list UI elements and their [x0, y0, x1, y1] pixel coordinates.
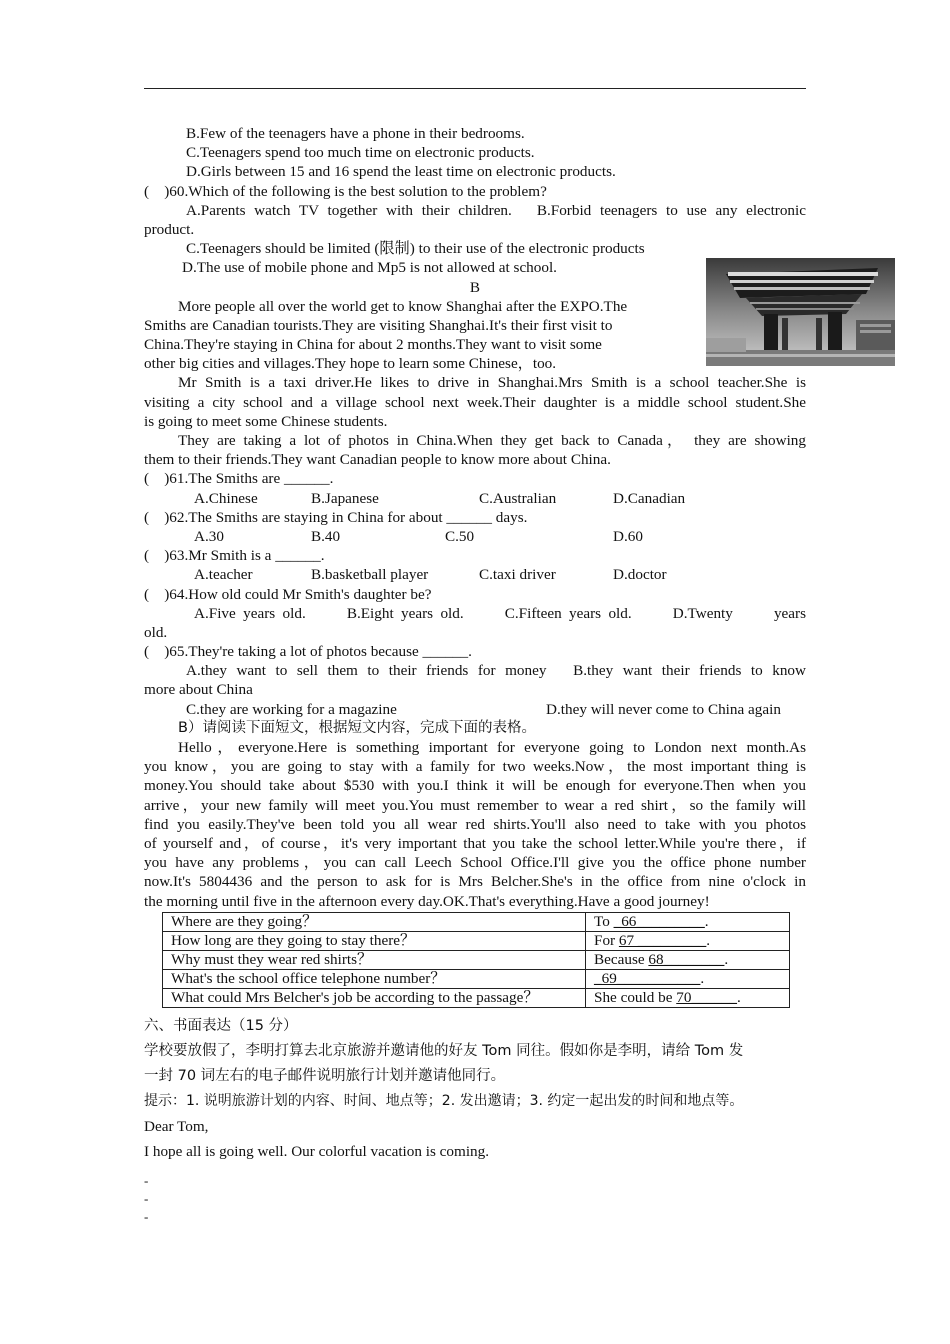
- passage-line: other big cities and villages.They hope to learn some Chinese，too.: [144, 355, 557, 373]
- q59-option-d: D.Girls between 15 and 16 spend the least time on electronic products.: [186, 163, 616, 181]
- q65-option-d: D.they will never come to China again: [546, 700, 781, 718]
- letter-greeting: Dear Tom,: [144, 1118, 209, 1135]
- q61-option-a[interactable]: A.Chinese: [194, 489, 258, 507]
- q61-option-d[interactable]: D.Canadian: [613, 489, 686, 507]
- q63-options: [144, 565, 806, 584]
- passage-b-paragraph-3: [144, 431, 806, 469]
- q63-stem: ( )63.Mr Smith is a ______.: [144, 547, 325, 565]
- q60-option-c: C.Teenagers should be limited (限制) to their use of the electronic products: [186, 240, 645, 258]
- passage-line: now.It's 5804436 and the person to ask for is Mrs Belcher.She's in the office from nine o'clock in: [144, 873, 806, 891]
- answer-blank-68[interactable]: 68________: [648, 950, 725, 968]
- q63-option-c[interactable]: C.taxi driver: [479, 566, 556, 584]
- writing-title: 六、书面表达（15 分）: [144, 1018, 298, 1034]
- q62-option-d[interactable]: D.60: [613, 527, 643, 545]
- passage-line: Hello，everyone.Here is something important for everyone going to London next month.As: [178, 739, 806, 756]
- table-question: Why must they wear red shirts？: [163, 950, 586, 969]
- answer-suffix: .: [737, 988, 741, 1006]
- q60-stem: ( )60.Which of the following is the best solution to the problem?: [144, 182, 547, 200]
- passage-b-heading: B: [469, 278, 481, 296]
- passage-line: They are taking a lot of photos in China.When they get back to Canada， they are showing: [178, 432, 806, 449]
- writing-prompt-line-1: 学校要放假了，李明打算去北京旅游并邀请他的好友 Tom 同往。假如你是李明，请给 Tom 发: [144, 1043, 744, 1059]
- answer-suffix: .: [724, 950, 729, 968]
- passage-line: the morning until five in the afternoon every day.OK.That's everything.Have a good journey!: [144, 892, 710, 910]
- q65-options-ab-cont: more about China: [144, 681, 253, 699]
- passage-line: More people all over the world get to know Shanghai after the EXPO.The: [178, 297, 628, 315]
- answer-prefix: For: [594, 931, 616, 949]
- reading-section: [144, 124, 806, 1008]
- q62-option-b[interactable]: B.40: [311, 527, 341, 545]
- q64-stem: ( )64.How old could Mr Smith's daughter be?: [144, 585, 432, 603]
- q61-stem: ( )61.The Smiths are ______.: [144, 470, 334, 488]
- table-row: [163, 931, 790, 950]
- writing-hint: 提示：1. 说明旅游计划的内容、时间、地点等；2. 发出邀请；3. 约定一起出发的时间和地点等。: [144, 1093, 744, 1109]
- table-question: What's the school office telephone number？: [163, 969, 586, 988]
- writing-line-3[interactable]: -: [144, 1209, 149, 1224]
- table-answer-cell[interactable]: [586, 988, 790, 1007]
- passage-line: Smiths are Canadian tourists.They are visiting Shanghai.It's their first visit to: [144, 316, 613, 334]
- q63-option-b[interactable]: B.basketball player: [311, 566, 429, 584]
- table-answer-cell[interactable]: [586, 912, 790, 931]
- part-b2-instruction: B）请阅读下面短文，根据短文内容，完成下面的表格。: [178, 719, 536, 736]
- answer-blank-66[interactable]: _66_________: [613, 912, 705, 930]
- table-question: Where are they going？: [163, 912, 586, 931]
- passage-b-paragraph-2: [144, 373, 806, 431]
- table-row: [163, 912, 790, 931]
- q65-options-cd: [144, 700, 806, 719]
- passage-line: of yourself and，of course，it's very important that you take the school letter.While you're there，if: [144, 834, 806, 852]
- passage-line: them to their friends.They want Canadian people to know more about China.: [144, 451, 611, 469]
- q65-option-c: C.they are working for a magazine: [186, 700, 397, 718]
- q62-options: [144, 527, 806, 546]
- q60-option-ab: A.Parents watch TV together with their children. B.Forbid teenagers to use any electronic: [186, 201, 806, 219]
- q62-stem: ( )62.The Smiths are staying in China for about ______ days.: [144, 508, 528, 526]
- passage-line: arrive，your new family will meet you.You must remember to wear a red shirt，so the family will: [144, 796, 806, 814]
- writing-line-2[interactable]: -: [144, 1191, 149, 1206]
- header-rule: [144, 88, 806, 89]
- passage-b-paragraph-1: [144, 297, 806, 374]
- q63-option-d[interactable]: D.doctor: [613, 566, 667, 584]
- passage-line: is going to meet some Chinese students.: [144, 412, 388, 430]
- passage-line: you know，you are going to stay with a family for two weeks.Now，the most important thing is: [144, 758, 806, 776]
- q60-option-ab-cont: product.: [144, 220, 195, 238]
- table-answer-cell[interactable]: [586, 969, 790, 988]
- writing-prompt-line-2: 一封 70 词左右的电子邮件说明旅行计划并邀请他同行。: [144, 1068, 506, 1084]
- passage-line: Mr Smith is a taxi driver.He likes to drive in Shanghai.Mrs Smith is a school teacher.She is: [178, 374, 806, 392]
- answer-suffix: .: [706, 931, 711, 949]
- table-question: What could Mrs Belcher's job be according to the passage？: [163, 988, 586, 1007]
- table-answer-cell[interactable]: [586, 931, 790, 950]
- q61-option-c[interactable]: C.Australian: [479, 489, 557, 507]
- passage-line: China.They're staying in China for about 2 months.They want to visit some: [144, 336, 602, 354]
- letter-opening: I hope all is going well. Our colorful vacation is coming.: [144, 1143, 490, 1160]
- passage-line: visiting a city school and a village school next week.Their daughter is a middle school student.She: [144, 393, 806, 411]
- answer-prefix: She could be: [594, 988, 673, 1006]
- q59-option-c: C.Teenagers spend too much time on electronic products.: [186, 144, 535, 162]
- table-row: [163, 950, 790, 969]
- q64-options-cont: old.: [144, 623, 168, 641]
- answer-prefix: To: [594, 912, 610, 930]
- q65-options-ab: A.they want to sell them to their friends for money B.they want their friends to know: [186, 662, 806, 680]
- passage-line: you have any problems，you can call Leech School Office.I'll give you the office phone number: [144, 854, 806, 872]
- q65-stem: ( )65.They're taking a lot of photos because ______.: [144, 643, 472, 661]
- table-question: How long are they going to stay there？: [163, 931, 586, 950]
- passage-line: find you easily.They've been told you all wear red shirts.You'll also need to take with you photos: [144, 815, 806, 833]
- table-row: [163, 969, 790, 988]
- answer-table: [162, 912, 790, 1008]
- q62-option-c[interactable]: C.50: [445, 527, 475, 545]
- q64-options: A.Five years old. B.Eight years old. C.Fifteen years old. D.Twenty years: [194, 604, 806, 622]
- answer-suffix: .: [700, 969, 705, 987]
- answer-blank-70[interactable]: 70______: [676, 988, 737, 1006]
- q61-option-b[interactable]: B.Japanese: [311, 489, 379, 507]
- q62-option-a[interactable]: A.30: [194, 527, 224, 545]
- q61-options: [144, 489, 806, 508]
- table-answer-cell[interactable]: [586, 950, 790, 969]
- table-row: [163, 988, 790, 1007]
- passage-line: money.You should take about $530 with you.I think it will be enough for everyone.Then when you: [144, 777, 806, 795]
- q60-option-d: D.The use of mobile phone and Mp5 is not allowed at school.: [182, 259, 557, 277]
- part-b2-passage: [144, 738, 806, 911]
- writing-line-1[interactable]: -: [144, 1173, 149, 1188]
- answer-prefix: Because: [594, 950, 645, 968]
- q59-option-b: B.Few of the teenagers have a phone in their bedrooms.: [186, 125, 525, 142]
- writing-section: [144, 1014, 824, 1226]
- answer-blank-69[interactable]: _69___________: [594, 969, 701, 987]
- answer-blank-67[interactable]: 67 _________: [618, 931, 707, 949]
- q63-option-a[interactable]: A.teacher: [194, 566, 253, 584]
- answer-suffix: .: [704, 912, 709, 930]
